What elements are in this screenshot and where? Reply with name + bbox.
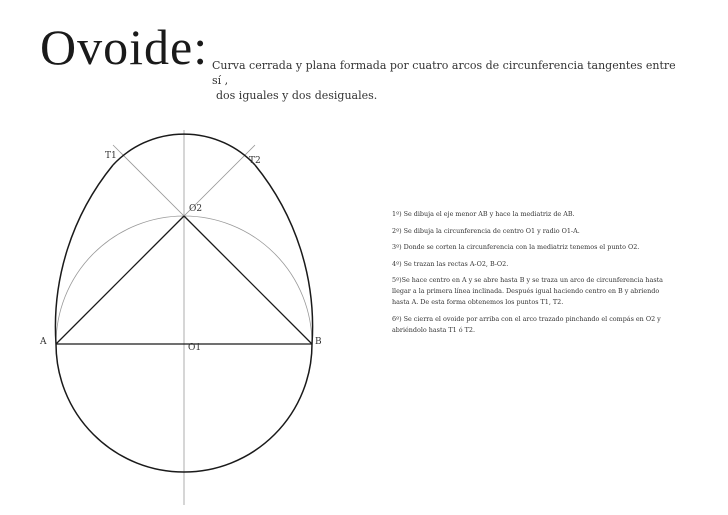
label-a: A xyxy=(40,337,47,347)
label-b: B xyxy=(315,337,322,347)
definition-line-1: Curva cerrada y plana formada por cuatro arcos de circunferencia tangentes entre sí , xyxy=(212,59,676,87)
ovoid-right-arc xyxy=(255,165,313,344)
ovoid-left-arc xyxy=(55,165,113,344)
step-2: 2º) Se dibuja la circunferencia de centro O1 y radio O1-A. xyxy=(392,226,580,235)
step-3: 3º) Donde se corten la circunferencia con la mediatriz tenemos el punto O2. xyxy=(392,243,640,251)
label-t2: T2 xyxy=(249,156,261,166)
step-6: 6º) Se cierra el ovoide por arriba con el arco trazado pinchando el compás en O2 y abriéndolo hasta T1 ó T2. xyxy=(392,314,661,334)
step-1: 1º) Se dibuja el eje menor AB y hace la mediatriz de AB. xyxy=(392,210,575,218)
segment-b-o2 xyxy=(184,216,312,344)
label-o2: O2 xyxy=(189,204,203,214)
page-title: Ovoide: xyxy=(40,19,209,75)
label-o1: O1 xyxy=(188,343,202,353)
segment-a-o2 xyxy=(56,216,184,344)
label-t1: T1 xyxy=(105,151,117,161)
step-5: 5º)Se hace centro en A y se abre hasta B y se traza un arco de circunferencia hasta llegar a la primera línea inclinada. Después igual haciendo centro en B y abriendo hasta A. De esta forma obtenemos los puntos T1, T2. xyxy=(392,276,663,306)
definition-line-2: dos iguales y dos desiguales. xyxy=(216,89,378,102)
step-4: 4º) Se trazan las rectas A-O2, B-O2. xyxy=(392,259,509,268)
construction-steps xyxy=(392,209,678,341)
